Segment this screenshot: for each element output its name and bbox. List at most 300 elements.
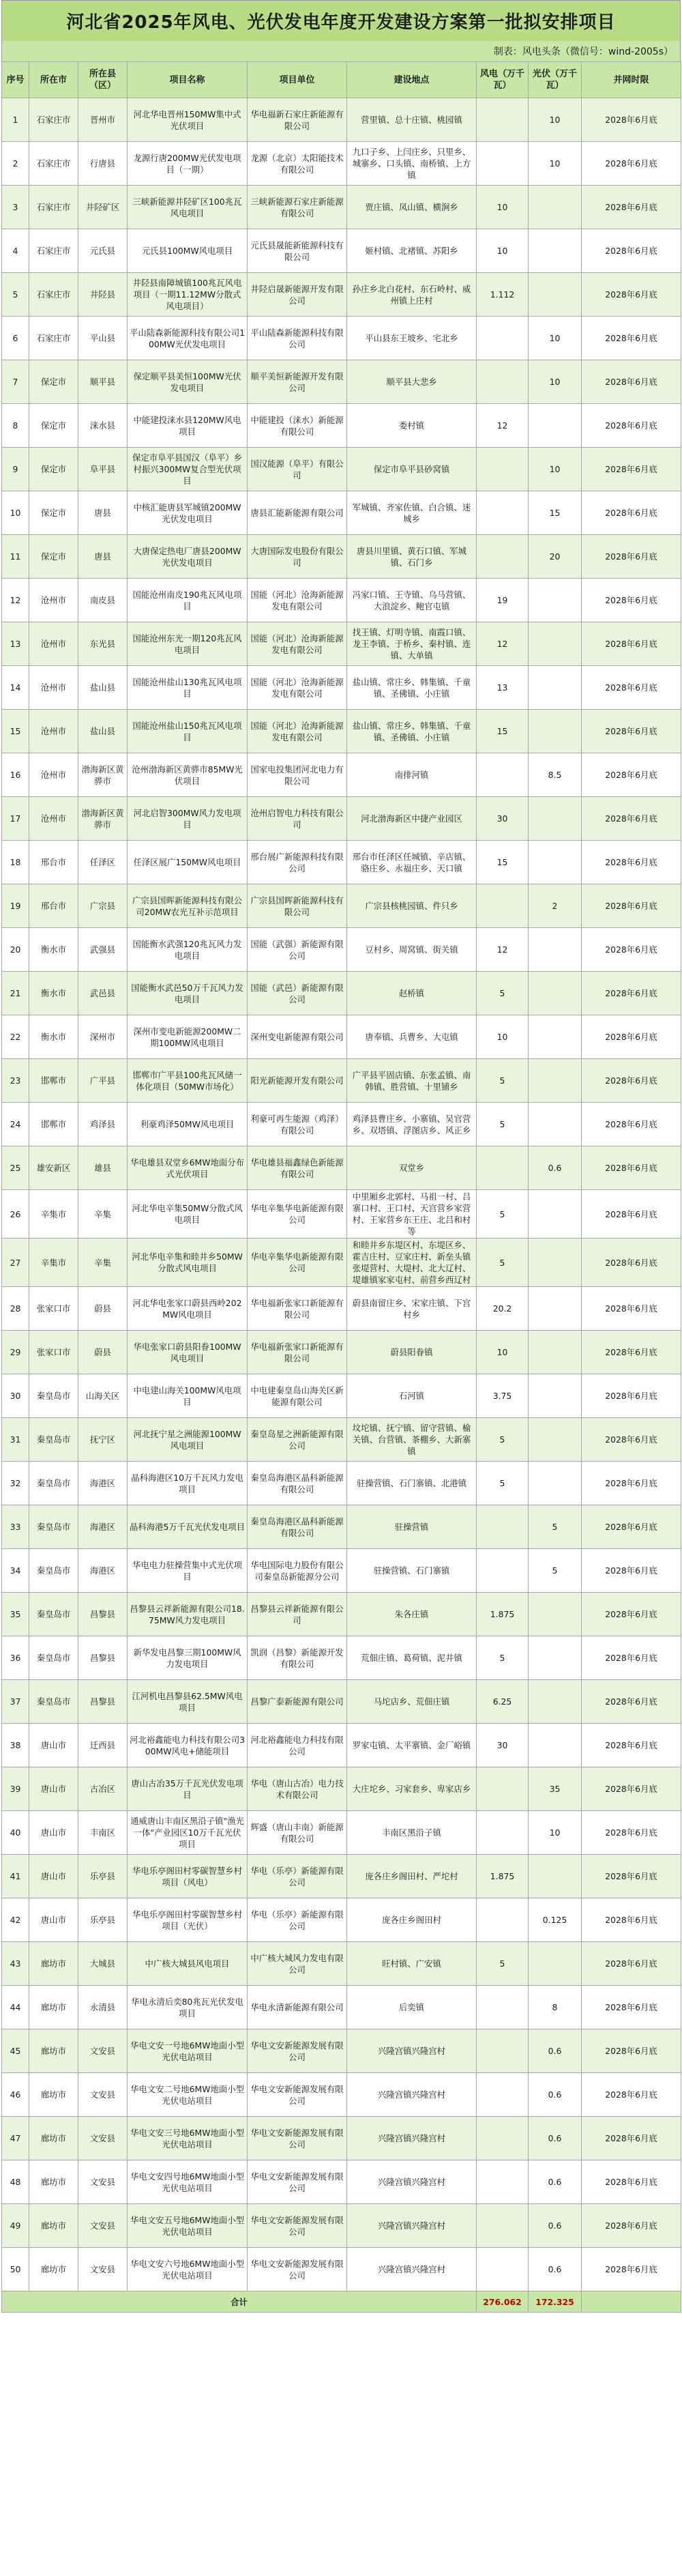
cell-seq: 2 [2,142,29,186]
cell-wind [477,884,529,928]
total-label: 合计 [2,2291,477,2313]
cell-wind: 5 [477,972,529,1015]
cell-project-unit: 国家电投集团河北电力有限公司 [248,753,347,797]
cell-project-unit: 华电文安新能源发展有限公司 [248,2160,347,2204]
table-header-row [2,62,681,98]
cell-solar [529,1287,582,1331]
cell-site: 营里镇、总十庄镇、桃园镇 [347,98,477,142]
cell-project-unit: 华电福新张家口新能源有限公司 [248,1331,347,1374]
cell-site: 石河镇 [347,1374,477,1418]
cell-city: 雄安新区 [29,1146,78,1190]
cell-site: 盐山镇、常庄乡、韩集镇、千童镇、圣佛镇、小庄镇 [347,666,477,710]
cell-project-name: 井陉县南障城镇100兆瓦风电项目（一期11.12MW分散式风电项目） [128,273,248,317]
cell-seq: 20 [2,928,29,972]
cell-project-name: 华电乐亭阁田村零碳智慧乡村项目（风电） [128,1855,248,1898]
table-row [2,98,681,142]
cell-wind: 3.75 [477,1374,529,1418]
cell-project-unit: 三峡新能源石家庄新能源有限公司 [248,186,347,229]
table-row [2,404,681,448]
cell-grid-deadline: 2028年6月底 [582,1331,681,1374]
cell-county: 丰南区 [78,1811,128,1855]
cell-city: 张家口市 [29,1287,78,1331]
cell-project-unit: 国能（河北）沧海新能源发电有限公司 [248,710,347,753]
cell-project-unit: 华电文安新能源发展有限公司 [248,2117,347,2160]
cell-county: 渤海新区黄骅市 [78,797,128,841]
cell-project-name: 华电文安二号地6MW地面小型光伏电站项目 [128,2073,248,2117]
cell-city: 衡水市 [29,928,78,972]
cell-site: 兴隆宫镇兴隆宫村 [347,2204,477,2248]
cell-seq: 40 [2,1811,29,1855]
cell-seq: 30 [2,1374,29,1418]
cell-county: 昌黎县 [78,1593,128,1636]
cell-county: 乐亭县 [78,1898,128,1942]
cell-grid-deadline: 2028年6月底 [582,928,681,972]
cell-site: 顺平县大悲乡 [347,360,477,404]
cell-site: 马坨店乡、荒佃庄镇 [347,1680,477,1724]
cell-project-unit: 利豪可再生能源（鸡泽）有限公司 [248,1103,347,1146]
table-row [2,1636,681,1680]
cell-seq: 3 [2,186,29,229]
cell-site: 和睦井乡东堤区村、东堤区乡、霍吉庄村、豆家庄村、新垒头镇张堤营村、大堤村、北大辽村、堤雄镇家家屯村、前营乡西辽村 [347,1239,477,1287]
cell-project-unit: 国汉能源（阜平）有限公司 [248,448,347,491]
cell-city: 廊坊市 [29,2248,78,2291]
cell-project-name: 国能衡水武强120兆瓦风力发电项目 [128,928,248,972]
cell-site: 孙庄乡北白花村、东石岭村、威州镇上庄村 [347,273,477,317]
cell-project-name: 中能建投涞水县120MW风电项目 [128,404,248,448]
cell-site: 姬村镇、北褚镇、苏阳乡 [347,229,477,273]
cell-solar: 10 [529,98,582,142]
table-row [2,2160,681,2204]
document-title: 河北省2025年风电、光伏发电年度开发建设方案第一批拟安排项目 [1,0,681,41]
cell-project-name: 国能衡水武邑50万千瓦风力发电项目 [128,972,248,1015]
cell-project-name: 江河机电昌黎县62.5MW风电项目 [128,1680,248,1724]
cell-site: 庞各庄乡阁田村、严坨村 [347,1855,477,1898]
cell-seq: 46 [2,2073,29,2117]
cell-city: 石家庄市 [29,142,78,186]
cell-project-name: 国能沧州南皮190兆瓦风电项目 [128,579,248,622]
cell-grid-deadline: 2028年6月底 [582,98,681,142]
cell-county: 山海关区 [78,1374,128,1418]
cell-county: 广宗县 [78,884,128,928]
cell-wind: 12 [477,622,529,666]
cell-grid-deadline: 2028年6月底 [582,841,681,884]
cell-project-name: 河北华电辛集和睦井乡50MW分散式风电项目 [128,1239,248,1287]
table-row [2,1986,681,2029]
cell-city: 保定市 [29,360,78,404]
total-wind: 276.062 [477,2291,529,2313]
cell-site: 找王镇、灯明寺镇、南霞口镇、龙王李镇、于桥乡、秦村镇、连镇、大单镇 [347,622,477,666]
cell-city: 邯郸市 [29,1103,78,1146]
cell-solar [529,1418,582,1462]
cell-seq: 36 [2,1636,29,1680]
cell-grid-deadline: 2028年6月底 [582,2248,681,2291]
total-row [2,2291,681,2313]
cell-solar [529,1374,582,1418]
cell-project-name: 华电文安六号地6MW地面小型光伏电站项目 [128,2248,248,2291]
cell-project-unit: 元氏县晟能新能源科技有限公司 [248,229,347,273]
cell-project-unit: 平山陆森新能源科技有限公司 [248,317,347,360]
cell-grid-deadline: 2028年6月底 [582,273,681,317]
cell-site: 九口子乡、上闫庄乡、只里乡、城寨乡、口头镇、南桥镇、上方镇 [347,142,477,186]
cell-project-name: 保定市阜平县国汉（阜平）乡村振兴300MW复合型光伏项目 [128,448,248,491]
cell-site: 驻操营镇 [347,1505,477,1549]
cell-project-unit: 华电（乐亭）新能源有限公司 [248,1898,347,1942]
table-row [2,2073,681,2117]
cell-seq: 26 [2,1190,29,1239]
cell-city: 沧州市 [29,753,78,797]
cell-grid-deadline: 2028年6月底 [582,1418,681,1462]
cell-grid-deadline: 2028年6月底 [582,1505,681,1549]
cell-wind [477,1505,529,1549]
cell-project-name: 华电文安五号地6MW地面小型光伏电站项目 [128,2204,248,2248]
cell-seq: 47 [2,2117,29,2160]
cell-wind [477,491,529,535]
cell-grid-deadline: 2028年6月底 [582,317,681,360]
cell-wind: 5 [477,1239,529,1287]
cell-seq: 21 [2,972,29,1015]
cell-county: 盐山县 [78,710,128,753]
cell-project-unit: 华电文安新能源发展有限公司 [248,2204,347,2248]
cell-wind: 12 [477,404,529,448]
cell-project-unit: 华电国际电力股份有限公司秦皇岛新能源分公司 [248,1549,347,1593]
cell-wind [477,1767,529,1811]
table-row [2,535,681,579]
cell-county: 迁西县 [78,1724,128,1767]
cell-site: 双堂乡 [347,1146,477,1190]
cell-county: 古冶区 [78,1767,128,1811]
cell-seq: 33 [2,1505,29,1549]
cell-seq: 16 [2,753,29,797]
cell-grid-deadline: 2028年6月底 [582,1549,681,1593]
cell-wind [477,535,529,579]
cell-site: 广宗县核桃园镇、件只乡 [347,884,477,928]
cell-grid-deadline: 2028年6月底 [582,2029,681,2073]
cell-site: 后奕镇 [347,1986,477,2029]
cell-site: 娄村镇 [347,404,477,448]
cell-site: 朱各庄镇 [347,1593,477,1636]
table-row [2,2117,681,2160]
cell-wind: 6.25 [477,1680,529,1724]
cell-project-name: 元氏县100MW风电项目 [128,229,248,273]
cell-county: 深州市 [78,1015,128,1059]
cell-grid-deadline: 2028年6月底 [582,1239,681,1287]
cell-grid-deadline: 2028年6月底 [582,1593,681,1636]
cell-wind: 1.875 [477,1855,529,1898]
cell-city: 邢台市 [29,841,78,884]
cell-city: 秦皇岛市 [29,1636,78,1680]
cell-wind: 19 [477,579,529,622]
cell-grid-deadline: 2028年6月底 [582,1898,681,1942]
source-credit: 制表：风电头条（微信号：wind-2005s） [1,41,681,61]
cell-county: 井陉矿区 [78,186,128,229]
cell-grid-deadline: 2028年6月底 [582,1287,681,1331]
table-row [2,491,681,535]
cell-site: 荒佃庄镇、葛荷镇、泥井镇 [347,1636,477,1680]
cell-city: 唐山市 [29,1811,78,1855]
cell-city: 廊坊市 [29,2160,78,2204]
cell-site: 丰南区黑沿子镇 [347,1811,477,1855]
cell-solar [529,1724,582,1767]
cell-city: 秦皇岛市 [29,1418,78,1462]
cell-solar [529,972,582,1015]
cell-grid-deadline: 2028年6月底 [582,1190,681,1239]
cell-solar: 10 [529,317,582,360]
cell-project-name: 华电电力驻操营集中式光伏项目 [128,1549,248,1593]
cell-wind: 10 [477,186,529,229]
cell-seq: 10 [2,491,29,535]
cell-grid-deadline: 2028年6月底 [582,142,681,186]
cell-city: 秦皇岛市 [29,1680,78,1724]
cell-grid-deadline: 2028年6月底 [582,1015,681,1059]
cell-grid-deadline: 2028年6月底 [582,1146,681,1190]
cell-county: 昌黎县 [78,1636,128,1680]
cell-solar: 2 [529,884,582,928]
cell-solar: 10 [529,448,582,491]
cell-county: 晋州市 [78,98,128,142]
table-row [2,1374,681,1418]
cell-city: 秦皇岛市 [29,1549,78,1593]
cell-solar: 0.6 [529,2073,582,2117]
cell-project-unit: 华电文安新能源发展有限公司 [248,2073,347,2117]
cell-solar: 5 [529,1505,582,1549]
cell-county: 唐县 [78,491,128,535]
table-row [2,1505,681,1549]
cell-site: 唐奉镇、兵曹乡、大屯镇 [347,1015,477,1059]
cell-solar [529,1190,582,1239]
header-grid-deadline: 并网时限 [582,62,681,98]
header-city: 所在市 [29,62,78,98]
cell-city: 保定市 [29,535,78,579]
cell-county: 阜平县 [78,448,128,491]
cell-project-unit: 国能（武强）新能源有限公司 [248,928,347,972]
cell-county: 涞水县 [78,404,128,448]
cell-grid-deadline: 2028年6月底 [582,1462,681,1505]
cell-project-name: 昌黎县云祥新能源有限公司18.75MW风力发电项目 [128,1593,248,1636]
cell-solar: 8 [529,1986,582,2029]
cell-wind [477,360,529,404]
cell-solar: 15 [529,491,582,535]
cell-wind: 5 [477,1636,529,1680]
table-row [2,841,681,884]
cell-project-name: 晶科海港5万千瓦光伏发电项目 [128,1505,248,1549]
table-row [2,2029,681,2073]
cell-county: 昌黎县 [78,1680,128,1724]
cell-county: 武邑县 [78,972,128,1015]
cell-seq: 23 [2,1059,29,1103]
cell-project-unit: 华电辛集华电新能源有限公司 [248,1190,347,1239]
cell-grid-deadline: 2028年6月底 [582,1767,681,1811]
cell-grid-deadline: 2028年6月底 [582,1855,681,1898]
cell-solar [529,579,582,622]
header-wind: 风电（万千瓦） [477,62,529,98]
cell-seq: 13 [2,622,29,666]
cell-solar: 35 [529,1767,582,1811]
cell-project-name: 河北启智300MW风力发电项目 [128,797,248,841]
cell-project-name: 中核汇能唐县军城镇200MW光伏发电项目 [128,491,248,535]
cell-county: 井陉县 [78,273,128,317]
cell-city: 保定市 [29,491,78,535]
cell-county: 广平县 [78,1059,128,1103]
cell-county: 盐山县 [78,666,128,710]
cell-city: 沧州市 [29,622,78,666]
cell-project-name: 任泽区展广150MW风电项目 [128,841,248,884]
cell-project-name: 河北华电辛集50MW分散式风电项目 [128,1190,248,1239]
cell-site: 庞各庄乡阁田村 [347,1898,477,1942]
cell-wind: 13 [477,666,529,710]
cell-solar [529,1680,582,1724]
cell-wind: 30 [477,797,529,841]
cell-site: 兴隆宫镇兴隆宫村 [347,2073,477,2117]
cell-project-unit: 华电福新石家庄新能源有限公司 [248,98,347,142]
cell-project-unit: 广宗县国晖新能源科技有限公司 [248,884,347,928]
cell-grid-deadline: 2028年6月底 [582,1103,681,1146]
cell-county: 文安县 [78,2248,128,2291]
cell-county: 顺平县 [78,360,128,404]
cell-solar [529,622,582,666]
cell-seq: 49 [2,2204,29,2248]
cell-project-unit: 华电永清新能源有限公司 [248,1986,347,2029]
cell-project-unit: 昌黎广泰新能源有限公司 [248,1680,347,1724]
cell-solar: 5 [529,1549,582,1593]
table-row [2,1549,681,1593]
cell-county: 抚宁区 [78,1418,128,1462]
cell-seq: 32 [2,1462,29,1505]
cell-solar [529,186,582,229]
cell-site: 兴隆宫镇兴隆宫村 [347,2029,477,2073]
cell-project-unit: 华电文安新能源发展有限公司 [248,2248,347,2291]
cell-county: 海港区 [78,1462,128,1505]
cell-county: 唐县 [78,535,128,579]
cell-seq: 48 [2,2160,29,2204]
cell-city: 秦皇岛市 [29,1593,78,1636]
table-row [2,710,681,753]
table-row [2,579,681,622]
cell-city: 唐山市 [29,1724,78,1767]
cell-grid-deadline: 2028年6月底 [582,535,681,579]
cell-solar [529,841,582,884]
cell-seq: 22 [2,1015,29,1059]
cell-wind: 1.875 [477,1593,529,1636]
cell-site: 蔚县阳眷镇 [347,1331,477,1374]
cell-solar [529,1331,582,1374]
cell-wind: 15 [477,710,529,753]
cell-seq: 4 [2,229,29,273]
cell-project-name: 国能沧州东光一期120兆瓦风电项目 [128,622,248,666]
cell-solar [529,229,582,273]
cell-solar: 0.6 [529,2248,582,2291]
cell-solar: 0.6 [529,1146,582,1190]
table-row [2,1331,681,1374]
cell-seq: 27 [2,1239,29,1287]
cell-grid-deadline: 2028年6月底 [582,2073,681,2117]
cell-site: 旺村镇、广安镇 [347,1942,477,1986]
cell-site: 大庄坨乡、习家套乡、卑家店乡 [347,1767,477,1811]
cell-county: 鸡泽县 [78,1103,128,1146]
cell-wind [477,2073,529,2117]
cell-project-name: 河北华电晋州150MW集中式光伏项目 [128,98,248,142]
header-seq: 序号 [2,62,29,98]
cell-project-name: 华电文安三号地6MW地面小型光伏电站项目 [128,2117,248,2160]
cell-project-unit: 华电辛集华电新能源有限公司 [248,1239,347,1287]
cell-seq: 29 [2,1331,29,1374]
cell-city: 保定市 [29,404,78,448]
header-county: 所在县（区） [78,62,128,98]
cell-wind [477,2117,529,2160]
cell-grid-deadline: 2028年6月底 [582,666,681,710]
table-row [2,972,681,1015]
cell-site: 河北渤海新区中捷产业园区 [347,797,477,841]
cell-project-unit: 秦皇岛海港区晶科新能源有限公司 [248,1462,347,1505]
cell-solar [529,710,582,753]
cell-seq: 9 [2,448,29,491]
table-row [2,1239,681,1287]
cell-project-name: 邯郸市广平县100兆瓦风储一体化项目（50MW市场化） [128,1059,248,1103]
cell-solar: 0.6 [529,2204,582,2248]
cell-project-name: 中广核大城县风电项目 [128,1942,248,1986]
cell-city: 衡水市 [29,972,78,1015]
cell-site: 兴隆宫镇兴隆宫村 [347,2248,477,2291]
cell-county: 渤海新区黄骅市 [78,753,128,797]
cell-wind: 12 [477,928,529,972]
cell-wind [477,1549,529,1593]
cell-project-unit: 大唐国际发电股份有限公司 [248,535,347,579]
cell-project-unit: 沧州启智电力科技有限公司 [248,797,347,841]
cell-site: 赵桥镇 [347,972,477,1015]
cell-project-unit: 河北裕鑫能电力科技有限公司 [248,1724,347,1767]
cell-wind [477,142,529,186]
cell-county: 海港区 [78,1505,128,1549]
cell-city: 秦皇岛市 [29,1374,78,1418]
cell-wind: 5 [477,1462,529,1505]
cell-solar [529,1059,582,1103]
cell-wind: 1.112 [477,273,529,317]
cell-seq: 28 [2,1287,29,1331]
cell-seq: 31 [2,1418,29,1462]
cell-grid-deadline: 2028年6月底 [582,2204,681,2248]
table-row [2,1287,681,1331]
table-row [2,666,681,710]
cell-project-unit: 华电雄县福鑫绿色新能源有限公司 [248,1146,347,1190]
cell-project-name: 华电乐亭阁田村零碳智慧乡村项目（光伏） [128,1898,248,1942]
cell-solar [529,1593,582,1636]
table-row [2,884,681,928]
cell-solar [529,797,582,841]
cell-wind [477,1811,529,1855]
table-row [2,360,681,404]
cell-wind: 10 [477,1331,529,1374]
cell-seq: 18 [2,841,29,884]
cell-wind [477,2029,529,2073]
cell-site: 兴隆宫镇兴隆宫村 [347,2160,477,2204]
cell-project-unit: 华电文安新能源发展有限公司 [248,2029,347,2073]
cell-city: 沧州市 [29,797,78,841]
cell-city: 沧州市 [29,710,78,753]
cell-wind [477,2204,529,2248]
cell-grid-deadline: 2028年6月底 [582,186,681,229]
cell-wind: 5 [477,1942,529,1986]
cell-seq: 14 [2,666,29,710]
cell-city: 唐山市 [29,1855,78,1898]
table-row [2,1190,681,1239]
cell-solar [529,404,582,448]
table-row [2,229,681,273]
cell-solar [529,273,582,317]
cell-seq: 43 [2,1942,29,1986]
cell-grid-deadline: 2028年6月底 [582,491,681,535]
cell-site: 保定市阜平县砂窝镇 [347,448,477,491]
table-row [2,2248,681,2291]
table-row [2,186,681,229]
